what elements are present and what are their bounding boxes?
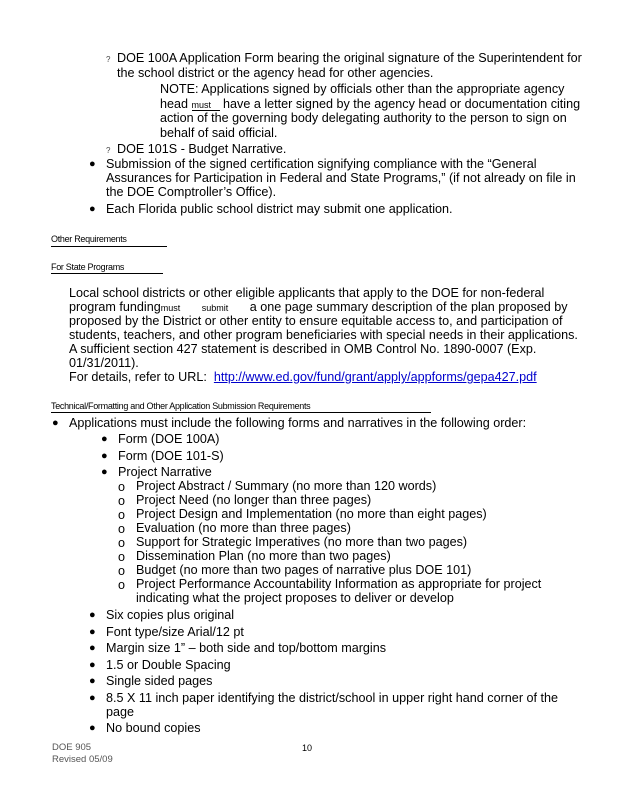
gepa427-link[interactable]: http://www.ed.gov/fund/grant/apply/appforms/gepa427.pdf — [213, 370, 537, 384]
other-req-para-line5: A sufficient section 427 statement is described in OMB Control No. 1890-0007 (Exp. — [69, 342, 537, 356]
other-req-para-line3: proposed by the District or other entity to ensure equitable access to, and participation of — [69, 314, 563, 328]
form-doe101s: Form (DOE 101-S) — [118, 449, 224, 463]
narrative-item: Project Abstract / Summary (no more than 120 words) — [136, 479, 437, 493]
bullet-icon: ● — [52, 417, 59, 429]
bullet-icon: ● — [89, 722, 96, 734]
circle-icon: o — [118, 578, 126, 592]
req-item: Single sided pages — [106, 674, 213, 688]
circle-icon: o — [118, 480, 126, 494]
heading-underline — [51, 246, 167, 247]
req-item: Font type/size Arial/12 pt — [106, 625, 244, 639]
footer-form: DOE 905 — [52, 742, 92, 753]
narrative-item: Dissemination Plan (no more than two pages) — [136, 549, 391, 563]
req-item: 8.5 X 11 inch paper identifying the district/school in upper right hand corner of the — [106, 691, 559, 705]
req-item-cont: page — [106, 705, 135, 719]
tech-heading: Technical/Formatting and Other Application Submission Requirements — [51, 401, 311, 411]
other-req-para-line2: program fundingmust submit a one page summary description of the plan proposed by — [69, 300, 568, 314]
circle-icon: o — [118, 536, 126, 550]
bullet-icon: ● — [89, 158, 96, 170]
doe100a-line2: the school district or the agency head for other agencies. — [117, 66, 434, 80]
other-req-para-line1: Local school districts or other eligible applicants that apply to the DOE for non-federal — [69, 286, 545, 300]
circle-icon: o — [118, 550, 126, 564]
heading-underline — [51, 273, 163, 274]
narrative-item: Project Need (no longer than three pages) — [136, 493, 372, 507]
cert-line1: Submission of the signed certification signifying compliance with the “General — [106, 157, 537, 171]
narrative-item: Budget (no more than two pages of narrative plus DOE 101) — [136, 563, 472, 577]
other-req-para-line6: 01/31/2011). — [69, 356, 139, 370]
missing-glyph-icon: ? — [106, 146, 111, 155]
bullet-icon: ● — [89, 642, 96, 654]
page-number: 10 — [302, 743, 313, 753]
missing-glyph-icon: ? — [106, 55, 111, 64]
narrative-item: Support for Strategic Imperatives (no more than two pages) — [136, 535, 468, 549]
req-item: Margin size 1” – both side and top/bottom margins — [106, 641, 387, 655]
bullet-icon: ● — [89, 609, 96, 621]
form-doe100a: Form (DOE 100A) — [118, 432, 220, 446]
note-line3: action of the governing body delegating authority to the person to sign on — [160, 111, 567, 125]
req-item: No bound copies — [106, 721, 201, 735]
bullet-icon: ● — [89, 692, 96, 704]
heading-underline — [51, 412, 431, 413]
other-req-heading: Other Requirements — [51, 234, 127, 244]
bullet-icon: ● — [89, 659, 96, 671]
bullet-icon: ● — [89, 675, 96, 687]
bullet-icon: ● — [101, 433, 108, 445]
details-line: For details, refer to URL: http://www.ed.gov/fund/grant/apply/appforms/gepa427.pdf — [69, 370, 537, 384]
doe100a-line1: DOE 100A Application Form bearing the original signature of the Superintendent for — [117, 51, 582, 65]
bullet-icon: ● — [101, 450, 108, 462]
circle-icon: o — [118, 564, 126, 578]
bullet-icon: ● — [101, 466, 108, 478]
cert-line3: the DOE Comptroller’s Office). — [106, 185, 277, 199]
circle-icon: o — [118, 494, 126, 508]
circle-icon: o — [118, 508, 126, 522]
narrative-item-cont: indicating what the project proposes to deliver or develop — [136, 591, 454, 605]
narrative-item: Project Design and Implementation (no more than eight pages) — [136, 507, 487, 521]
circle-icon: o — [118, 522, 126, 536]
other-req-para-line4: students, teachers, and other program beneficiaries with special needs in their applications. — [69, 328, 578, 342]
state-programs-heading: For State Programs — [51, 262, 125, 272]
tech-intro: Applications must include the following forms and narratives in the following order: — [69, 416, 527, 430]
note-line2: head must have a letter signed by the agency head or documentation citing — [160, 97, 581, 111]
bullet-icon: ● — [89, 626, 96, 638]
req-item: 1.5 or Double Spacing — [106, 658, 231, 672]
florida-item: Each Florida public school district may submit one application. — [106, 202, 453, 216]
narrative-item: Evaluation (no more than three pages) — [136, 521, 351, 535]
footer-revised: Revised 05/09 — [52, 754, 113, 765]
note-line1: NOTE: Applications signed by officials other than the appropriate agency — [160, 82, 565, 96]
doe101s-item: DOE 101S - Budget Narrative. — [117, 142, 287, 156]
cert-line2: Assurances for Participation in Federal and State Programs,” (if not already on file in — [106, 171, 576, 185]
narrative-item: Project Performance Accountability Information as appropriate for project — [136, 577, 542, 591]
note-line4: behalf of said official. — [160, 126, 278, 140]
req-item: Six copies plus original — [106, 608, 235, 622]
bullet-icon: ● — [89, 203, 96, 215]
project-narrative: Project Narrative — [118, 465, 212, 479]
